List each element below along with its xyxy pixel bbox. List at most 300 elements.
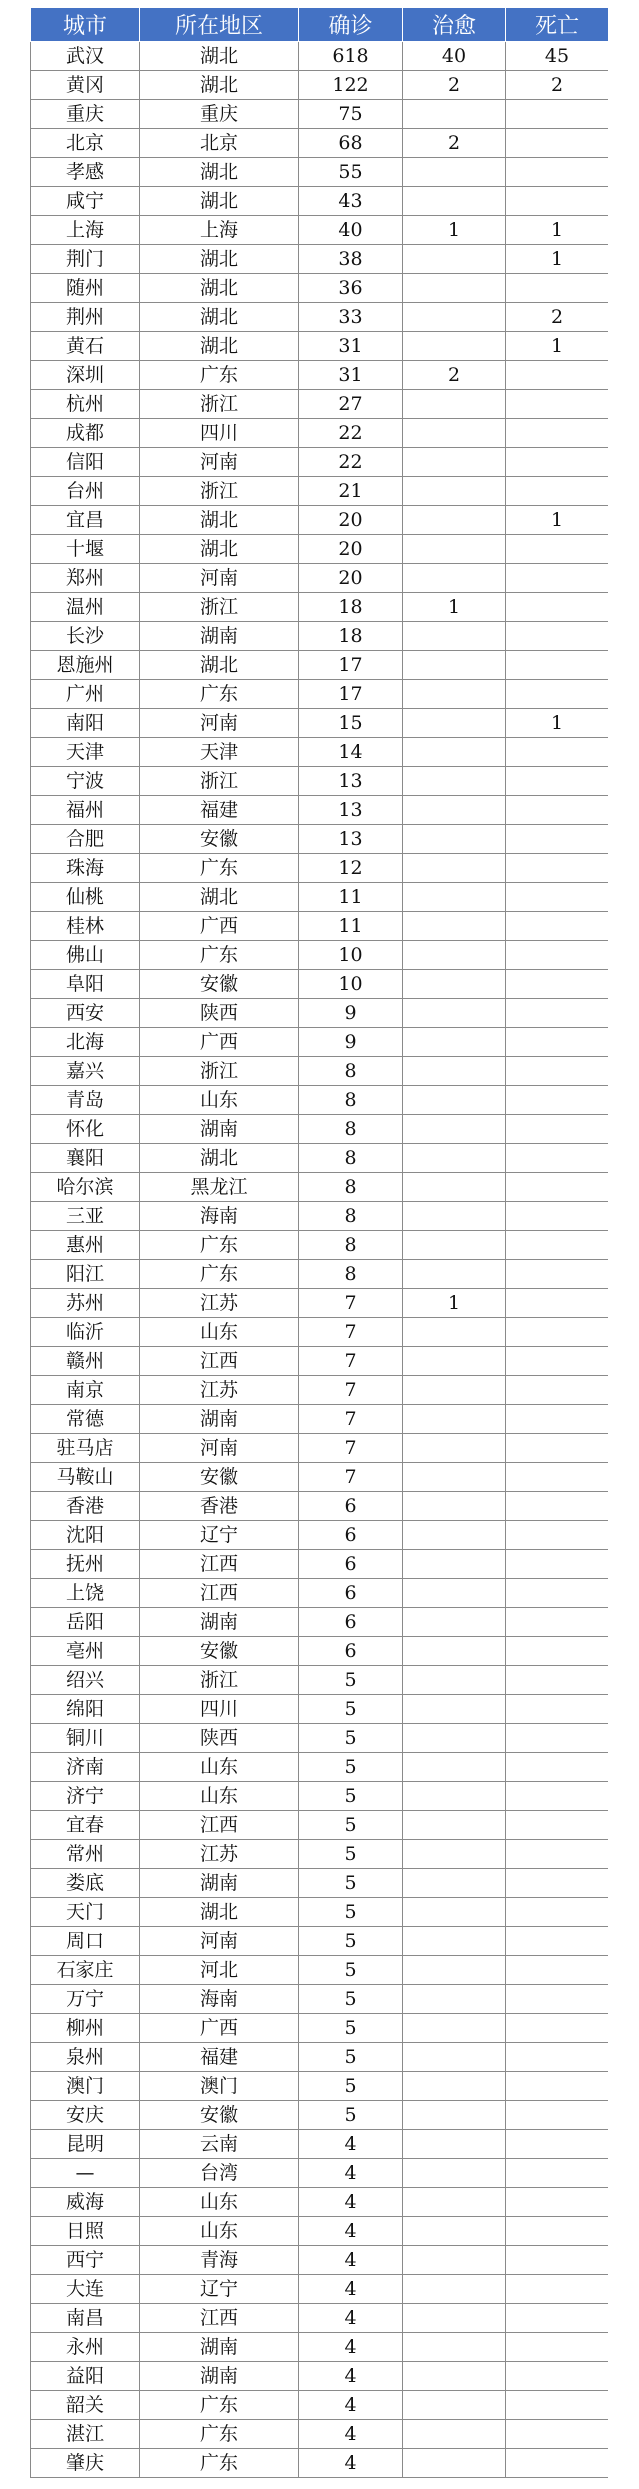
table-row bbox=[31, 680, 609, 709]
recovered-cell bbox=[403, 999, 506, 1028]
deaths-cell bbox=[506, 1115, 609, 1144]
city-cell: 柳州 bbox=[31, 2014, 140, 2043]
city-cell: 泉州 bbox=[31, 2043, 140, 2072]
table-row bbox=[31, 245, 609, 274]
city-cell: 南阳 bbox=[31, 709, 140, 738]
confirmed-cell: 5 bbox=[299, 1840, 403, 1869]
deaths-cell bbox=[506, 2304, 609, 2333]
confirmed-cell: 8 bbox=[299, 1231, 403, 1260]
region-cell: 上海 bbox=[140, 216, 299, 245]
table-row bbox=[31, 535, 609, 564]
region-cell: 广东 bbox=[140, 854, 299, 883]
deaths-cell bbox=[506, 825, 609, 854]
deaths-cell bbox=[506, 1840, 609, 1869]
deaths-cell bbox=[506, 390, 609, 419]
deaths-cell bbox=[506, 1260, 609, 1289]
table-row bbox=[31, 42, 609, 71]
confirmed-cell: 7 bbox=[299, 1405, 403, 1434]
region-cell: 四川 bbox=[140, 1695, 299, 1724]
deaths-cell bbox=[506, 2014, 609, 2043]
city-cell: 宜春 bbox=[31, 1811, 140, 1840]
deaths-cell bbox=[506, 883, 609, 912]
region-cell: 山东 bbox=[140, 1086, 299, 1115]
city-cell: 铜川 bbox=[31, 1724, 140, 1753]
table-row bbox=[31, 187, 609, 216]
region-cell: 安徽 bbox=[140, 970, 299, 999]
city-cell: 珠海 bbox=[31, 854, 140, 883]
table-row bbox=[31, 825, 609, 854]
confirmed-cell: 5 bbox=[299, 1869, 403, 1898]
recovered-cell bbox=[403, 2130, 506, 2159]
recovered-cell bbox=[403, 1956, 506, 1985]
region-cell: 江苏 bbox=[140, 1376, 299, 1405]
city-cell: 日照 bbox=[31, 2217, 140, 2246]
confirmed-cell: 4 bbox=[299, 2362, 403, 2391]
region-cell: 广东 bbox=[140, 2391, 299, 2420]
deaths-cell: 1 bbox=[506, 216, 609, 245]
region-cell: 广东 bbox=[140, 680, 299, 709]
confirmed-cell: 4 bbox=[299, 2130, 403, 2159]
confirmed-cell: 9 bbox=[299, 999, 403, 1028]
recovered-cell bbox=[403, 2159, 506, 2188]
deaths-cell bbox=[506, 622, 609, 651]
region-cell: 安徽 bbox=[140, 825, 299, 854]
recovered-cell bbox=[403, 1811, 506, 1840]
table-row bbox=[31, 2014, 609, 2043]
region-cell: 安徽 bbox=[140, 1637, 299, 1666]
deaths-cell: 2 bbox=[506, 303, 609, 332]
deaths-cell bbox=[506, 1144, 609, 1173]
recovered-cell bbox=[403, 1637, 506, 1666]
recovered-cell: 2 bbox=[403, 71, 506, 100]
deaths-cell bbox=[506, 419, 609, 448]
deaths-cell bbox=[506, 1289, 609, 1318]
region-cell: 辽宁 bbox=[140, 1521, 299, 1550]
city-cell: 广州 bbox=[31, 680, 140, 709]
deaths-cell bbox=[506, 1173, 609, 1202]
region-cell: 云南 bbox=[140, 2130, 299, 2159]
region-cell: 山东 bbox=[140, 1782, 299, 1811]
region-cell: 河南 bbox=[140, 1434, 299, 1463]
confirmed-cell: 43 bbox=[299, 187, 403, 216]
table-row bbox=[31, 1289, 609, 1318]
confirmed-cell: 8 bbox=[299, 1260, 403, 1289]
city-cell: 驻马店 bbox=[31, 1434, 140, 1463]
recovered-cell bbox=[403, 332, 506, 361]
confirmed-cell: 7 bbox=[299, 1463, 403, 1492]
table-row bbox=[31, 129, 609, 158]
confirmed-cell: 4 bbox=[299, 2420, 403, 2449]
recovered-cell bbox=[403, 1898, 506, 1927]
confirmed-cell: 22 bbox=[299, 419, 403, 448]
region-cell: 北京 bbox=[140, 129, 299, 158]
table-row bbox=[31, 1579, 609, 1608]
confirmed-cell: 122 bbox=[299, 71, 403, 100]
recovered-cell bbox=[403, 709, 506, 738]
region-cell: 河南 bbox=[140, 564, 299, 593]
table-row bbox=[31, 332, 609, 361]
recovered-cell bbox=[403, 564, 506, 593]
deaths-cell bbox=[506, 738, 609, 767]
confirmed-cell: 8 bbox=[299, 1057, 403, 1086]
region-cell: 广东 bbox=[140, 1231, 299, 1260]
confirmed-cell: 4 bbox=[299, 2449, 403, 2478]
city-cell: 宁波 bbox=[31, 767, 140, 796]
region-cell: 山东 bbox=[140, 1318, 299, 1347]
city-cell: 天津 bbox=[31, 738, 140, 767]
recovered-cell bbox=[403, 2101, 506, 2130]
deaths-cell bbox=[506, 2159, 609, 2188]
recovered-cell bbox=[403, 1202, 506, 1231]
recovered-cell bbox=[403, 1724, 506, 1753]
recovered-cell bbox=[403, 1057, 506, 1086]
region-cell: 湖南 bbox=[140, 1869, 299, 1898]
city-cell: 嘉兴 bbox=[31, 1057, 140, 1086]
deaths-cell: 2 bbox=[506, 71, 609, 100]
confirmed-cell: 4 bbox=[299, 2304, 403, 2333]
confirmed-cell: 5 bbox=[299, 1956, 403, 1985]
recovered-cell bbox=[403, 187, 506, 216]
region-cell: 广西 bbox=[140, 1028, 299, 1057]
deaths-cell bbox=[506, 2072, 609, 2101]
city-cell: 西宁 bbox=[31, 2246, 140, 2275]
table-row bbox=[31, 1086, 609, 1115]
deaths-cell bbox=[506, 2217, 609, 2246]
recovered-cell bbox=[403, 854, 506, 883]
deaths-cell bbox=[506, 941, 609, 970]
table-row bbox=[31, 2101, 609, 2130]
recovered-cell: 1 bbox=[403, 1289, 506, 1318]
recovered-cell bbox=[403, 1318, 506, 1347]
city-cell: 青岛 bbox=[31, 1086, 140, 1115]
recovered-cell bbox=[403, 622, 506, 651]
confirmed-cell: 8 bbox=[299, 1173, 403, 1202]
region-cell: 湖南 bbox=[140, 2362, 299, 2391]
table-row bbox=[31, 1550, 609, 1579]
confirmed-cell: 5 bbox=[299, 1695, 403, 1724]
recovered-cell bbox=[403, 1173, 506, 1202]
city-cell: 西安 bbox=[31, 999, 140, 1028]
deaths-cell bbox=[506, 1637, 609, 1666]
region-cell: 湖北 bbox=[140, 1144, 299, 1173]
deaths-cell bbox=[506, 2333, 609, 2362]
table-row bbox=[31, 564, 609, 593]
region-cell: 湖北 bbox=[140, 245, 299, 274]
city-cell: 常州 bbox=[31, 1840, 140, 1869]
city-cell: 黄冈 bbox=[31, 71, 140, 100]
deaths-cell bbox=[506, 593, 609, 622]
recovered-cell bbox=[403, 767, 506, 796]
confirmed-cell: 22 bbox=[299, 448, 403, 477]
confirmed-cell: 5 bbox=[299, 1985, 403, 2014]
region-cell: 陕西 bbox=[140, 1724, 299, 1753]
confirmed-cell: 5 bbox=[299, 1811, 403, 1840]
table-row bbox=[31, 1376, 609, 1405]
deaths-cell bbox=[506, 2362, 609, 2391]
table-row bbox=[31, 419, 609, 448]
recovered-cell bbox=[403, 1347, 506, 1376]
recovered-cell bbox=[403, 1376, 506, 1405]
confirmed-cell: 4 bbox=[299, 2333, 403, 2362]
city-cell: 抚州 bbox=[31, 1550, 140, 1579]
confirmed-cell: 55 bbox=[299, 158, 403, 187]
deaths-cell bbox=[506, 2391, 609, 2420]
deaths-cell bbox=[506, 2246, 609, 2275]
confirmed-cell: 38 bbox=[299, 245, 403, 274]
city-cell: 怀化 bbox=[31, 1115, 140, 1144]
confirmed-cell: 8 bbox=[299, 1202, 403, 1231]
recovered-cell bbox=[403, 970, 506, 999]
table-row bbox=[31, 158, 609, 187]
city-cell: 成都 bbox=[31, 419, 140, 448]
city-cell: 济南 bbox=[31, 1753, 140, 1782]
table-row bbox=[31, 477, 609, 506]
deaths-cell bbox=[506, 564, 609, 593]
region-cell: 浙江 bbox=[140, 477, 299, 506]
recovered-cell bbox=[403, 390, 506, 419]
region-cell: 湖北 bbox=[140, 883, 299, 912]
region-cell: 青海 bbox=[140, 2246, 299, 2275]
city-cell: 上海 bbox=[31, 216, 140, 245]
city-cell: 绍兴 bbox=[31, 1666, 140, 1695]
city-cell: 马鞍山 bbox=[31, 1463, 140, 1492]
confirmed-cell: 10 bbox=[299, 970, 403, 999]
confirmed-cell: 7 bbox=[299, 1376, 403, 1405]
table-row bbox=[31, 1695, 609, 1724]
table-row bbox=[31, 1463, 609, 1492]
recovered-cell bbox=[403, 883, 506, 912]
deaths-cell bbox=[506, 1579, 609, 1608]
region-cell: 福建 bbox=[140, 2043, 299, 2072]
recovered-cell bbox=[403, 1753, 506, 1782]
recovered-cell: 40 bbox=[403, 42, 506, 71]
table-row bbox=[31, 738, 609, 767]
confirmed-cell: 18 bbox=[299, 622, 403, 651]
confirmed-cell: 8 bbox=[299, 1086, 403, 1115]
confirmed-cell: 17 bbox=[299, 680, 403, 709]
deaths-cell bbox=[506, 361, 609, 390]
confirmed-cell: 13 bbox=[299, 767, 403, 796]
confirmed-cell: 4 bbox=[299, 2275, 403, 2304]
deaths-cell bbox=[506, 2043, 609, 2072]
recovered-cell bbox=[403, 1434, 506, 1463]
recovered-cell bbox=[403, 1927, 506, 1956]
confirmed-cell: 8 bbox=[299, 1144, 403, 1173]
region-cell: 山东 bbox=[140, 1753, 299, 1782]
table-row bbox=[31, 2188, 609, 2217]
city-cell: 武汉 bbox=[31, 42, 140, 71]
table-row bbox=[31, 71, 609, 100]
confirmed-cell: 6 bbox=[299, 1579, 403, 1608]
confirmed-cell: 4 bbox=[299, 2217, 403, 2246]
city-cell: 肇庆 bbox=[31, 2449, 140, 2478]
recovered-cell bbox=[403, 738, 506, 767]
city-cell: 沈阳 bbox=[31, 1521, 140, 1550]
deaths-cell bbox=[506, 1550, 609, 1579]
recovered-cell bbox=[403, 2333, 506, 2362]
deaths-cell bbox=[506, 2420, 609, 2449]
recovered-cell bbox=[403, 245, 506, 274]
recovered-cell bbox=[403, 1231, 506, 1260]
confirmed-cell: 4 bbox=[299, 2159, 403, 2188]
confirmed-cell: 17 bbox=[299, 651, 403, 680]
deaths-cell bbox=[506, 999, 609, 1028]
confirmed-cell: 5 bbox=[299, 1927, 403, 1956]
recovered-cell bbox=[403, 2362, 506, 2391]
confirmed-cell: 5 bbox=[299, 1782, 403, 1811]
deaths-cell: 1 bbox=[506, 245, 609, 274]
deaths-cell bbox=[506, 274, 609, 303]
table-row bbox=[31, 999, 609, 1028]
deaths-cell: 45 bbox=[506, 42, 609, 71]
city-cell: 襄阳 bbox=[31, 1144, 140, 1173]
deaths-cell bbox=[506, 535, 609, 564]
confirmed-cell: 7 bbox=[299, 1289, 403, 1318]
deaths-cell bbox=[506, 1666, 609, 1695]
city-cell: 苏州 bbox=[31, 1289, 140, 1318]
recovered-cell bbox=[403, 1608, 506, 1637]
recovered-cell bbox=[403, 158, 506, 187]
recovered-cell bbox=[403, 1985, 506, 2014]
confirmed-cell: 5 bbox=[299, 1666, 403, 1695]
recovered-cell bbox=[403, 2188, 506, 2217]
city-cell: 郑州 bbox=[31, 564, 140, 593]
confirmed-cell: 5 bbox=[299, 1753, 403, 1782]
region-cell: 广东 bbox=[140, 1260, 299, 1289]
table-row bbox=[31, 1869, 609, 1898]
region-cell: 山东 bbox=[140, 2217, 299, 2246]
recovered-cell bbox=[403, 1521, 506, 1550]
recovered-cell bbox=[403, 1666, 506, 1695]
confirmed-cell: 5 bbox=[299, 1724, 403, 1753]
region-cell: 湖南 bbox=[140, 1115, 299, 1144]
region-cell: 陕西 bbox=[140, 999, 299, 1028]
recovered-cell bbox=[403, 303, 506, 332]
city-cell: 威海 bbox=[31, 2188, 140, 2217]
recovered-cell bbox=[403, 2014, 506, 2043]
table-row bbox=[31, 506, 609, 535]
region-cell: 湖北 bbox=[140, 274, 299, 303]
deaths-cell bbox=[506, 1492, 609, 1521]
region-cell: 湖北 bbox=[140, 42, 299, 71]
region-cell: 湖北 bbox=[140, 332, 299, 361]
city-cell: 天门 bbox=[31, 1898, 140, 1927]
city-cell: 黄石 bbox=[31, 332, 140, 361]
deaths-cell bbox=[506, 1202, 609, 1231]
city-cell: 澳门 bbox=[31, 2072, 140, 2101]
table-row bbox=[31, 303, 609, 332]
city-cell: 韶关 bbox=[31, 2391, 140, 2420]
table-row bbox=[31, 2246, 609, 2275]
recovered-cell bbox=[403, 1840, 506, 1869]
table-row bbox=[31, 1724, 609, 1753]
confirmed-cell: 4 bbox=[299, 2391, 403, 2420]
recovered-cell bbox=[403, 912, 506, 941]
table-row bbox=[31, 2449, 609, 2478]
confirmed-cell: 31 bbox=[299, 361, 403, 390]
region-cell: 江西 bbox=[140, 2304, 299, 2333]
recovered-cell bbox=[403, 2391, 506, 2420]
table-row bbox=[31, 1956, 609, 1985]
header-recovered: 治愈 bbox=[403, 8, 506, 42]
table-row bbox=[31, 1521, 609, 1550]
region-cell: 江苏 bbox=[140, 1289, 299, 1318]
table-row bbox=[31, 2362, 609, 2391]
confirmed-cell: 27 bbox=[299, 390, 403, 419]
deaths-cell bbox=[506, 1724, 609, 1753]
city-cell: 娄底 bbox=[31, 1869, 140, 1898]
deaths-cell: 1 bbox=[506, 709, 609, 738]
deaths-cell bbox=[506, 1434, 609, 1463]
confirmed-cell: 6 bbox=[299, 1637, 403, 1666]
table-row bbox=[31, 1434, 609, 1463]
recovered-cell bbox=[403, 2043, 506, 2072]
city-cell: 桂林 bbox=[31, 912, 140, 941]
table-row bbox=[31, 1144, 609, 1173]
city-cell: 香港 bbox=[31, 1492, 140, 1521]
table-row bbox=[31, 622, 609, 651]
deaths-cell bbox=[506, 2275, 609, 2304]
city-cell: 大连 bbox=[31, 2275, 140, 2304]
region-cell: 海南 bbox=[140, 1985, 299, 2014]
deaths-cell bbox=[506, 477, 609, 506]
recovered-cell: 1 bbox=[403, 216, 506, 245]
table-row bbox=[31, 2217, 609, 2246]
city-cell: 重庆 bbox=[31, 100, 140, 129]
table-row bbox=[31, 2333, 609, 2362]
region-cell: 河南 bbox=[140, 448, 299, 477]
recovered-cell bbox=[403, 651, 506, 680]
region-cell: 广西 bbox=[140, 2014, 299, 2043]
deaths-cell bbox=[506, 1811, 609, 1840]
recovered-cell bbox=[403, 100, 506, 129]
region-cell: 重庆 bbox=[140, 100, 299, 129]
deaths-cell bbox=[506, 129, 609, 158]
table-row bbox=[31, 1637, 609, 1666]
deaths-cell bbox=[506, 187, 609, 216]
deaths-cell bbox=[506, 1231, 609, 1260]
recovered-cell bbox=[403, 1028, 506, 1057]
table-row bbox=[31, 1811, 609, 1840]
confirmed-cell: 13 bbox=[299, 825, 403, 854]
deaths-cell bbox=[506, 651, 609, 680]
table-row bbox=[31, 1318, 609, 1347]
table-row bbox=[31, 2420, 609, 2449]
table-row bbox=[31, 912, 609, 941]
table-body bbox=[31, 42, 609, 2478]
confirmed-cell: 7 bbox=[299, 1434, 403, 1463]
deaths-cell bbox=[506, 158, 609, 187]
confirmed-cell: 10 bbox=[299, 941, 403, 970]
recovered-cell bbox=[403, 941, 506, 970]
deaths-cell bbox=[506, 1898, 609, 1927]
city-cell: 信阳 bbox=[31, 448, 140, 477]
region-cell: 浙江 bbox=[140, 1666, 299, 1695]
table-row bbox=[31, 1927, 609, 1956]
city-cell: 亳州 bbox=[31, 1637, 140, 1666]
deaths-cell bbox=[506, 1753, 609, 1782]
table-row bbox=[31, 390, 609, 419]
table-row bbox=[31, 1985, 609, 2014]
confirmed-cell: 75 bbox=[299, 100, 403, 129]
table-row bbox=[31, 100, 609, 129]
confirmed-cell: 5 bbox=[299, 2101, 403, 2130]
region-cell: 安徽 bbox=[140, 1463, 299, 1492]
table-row bbox=[31, 2275, 609, 2304]
recovered-cell bbox=[403, 2217, 506, 2246]
recovered-cell bbox=[403, 1405, 506, 1434]
stats-table-container bbox=[30, 7, 608, 2489]
